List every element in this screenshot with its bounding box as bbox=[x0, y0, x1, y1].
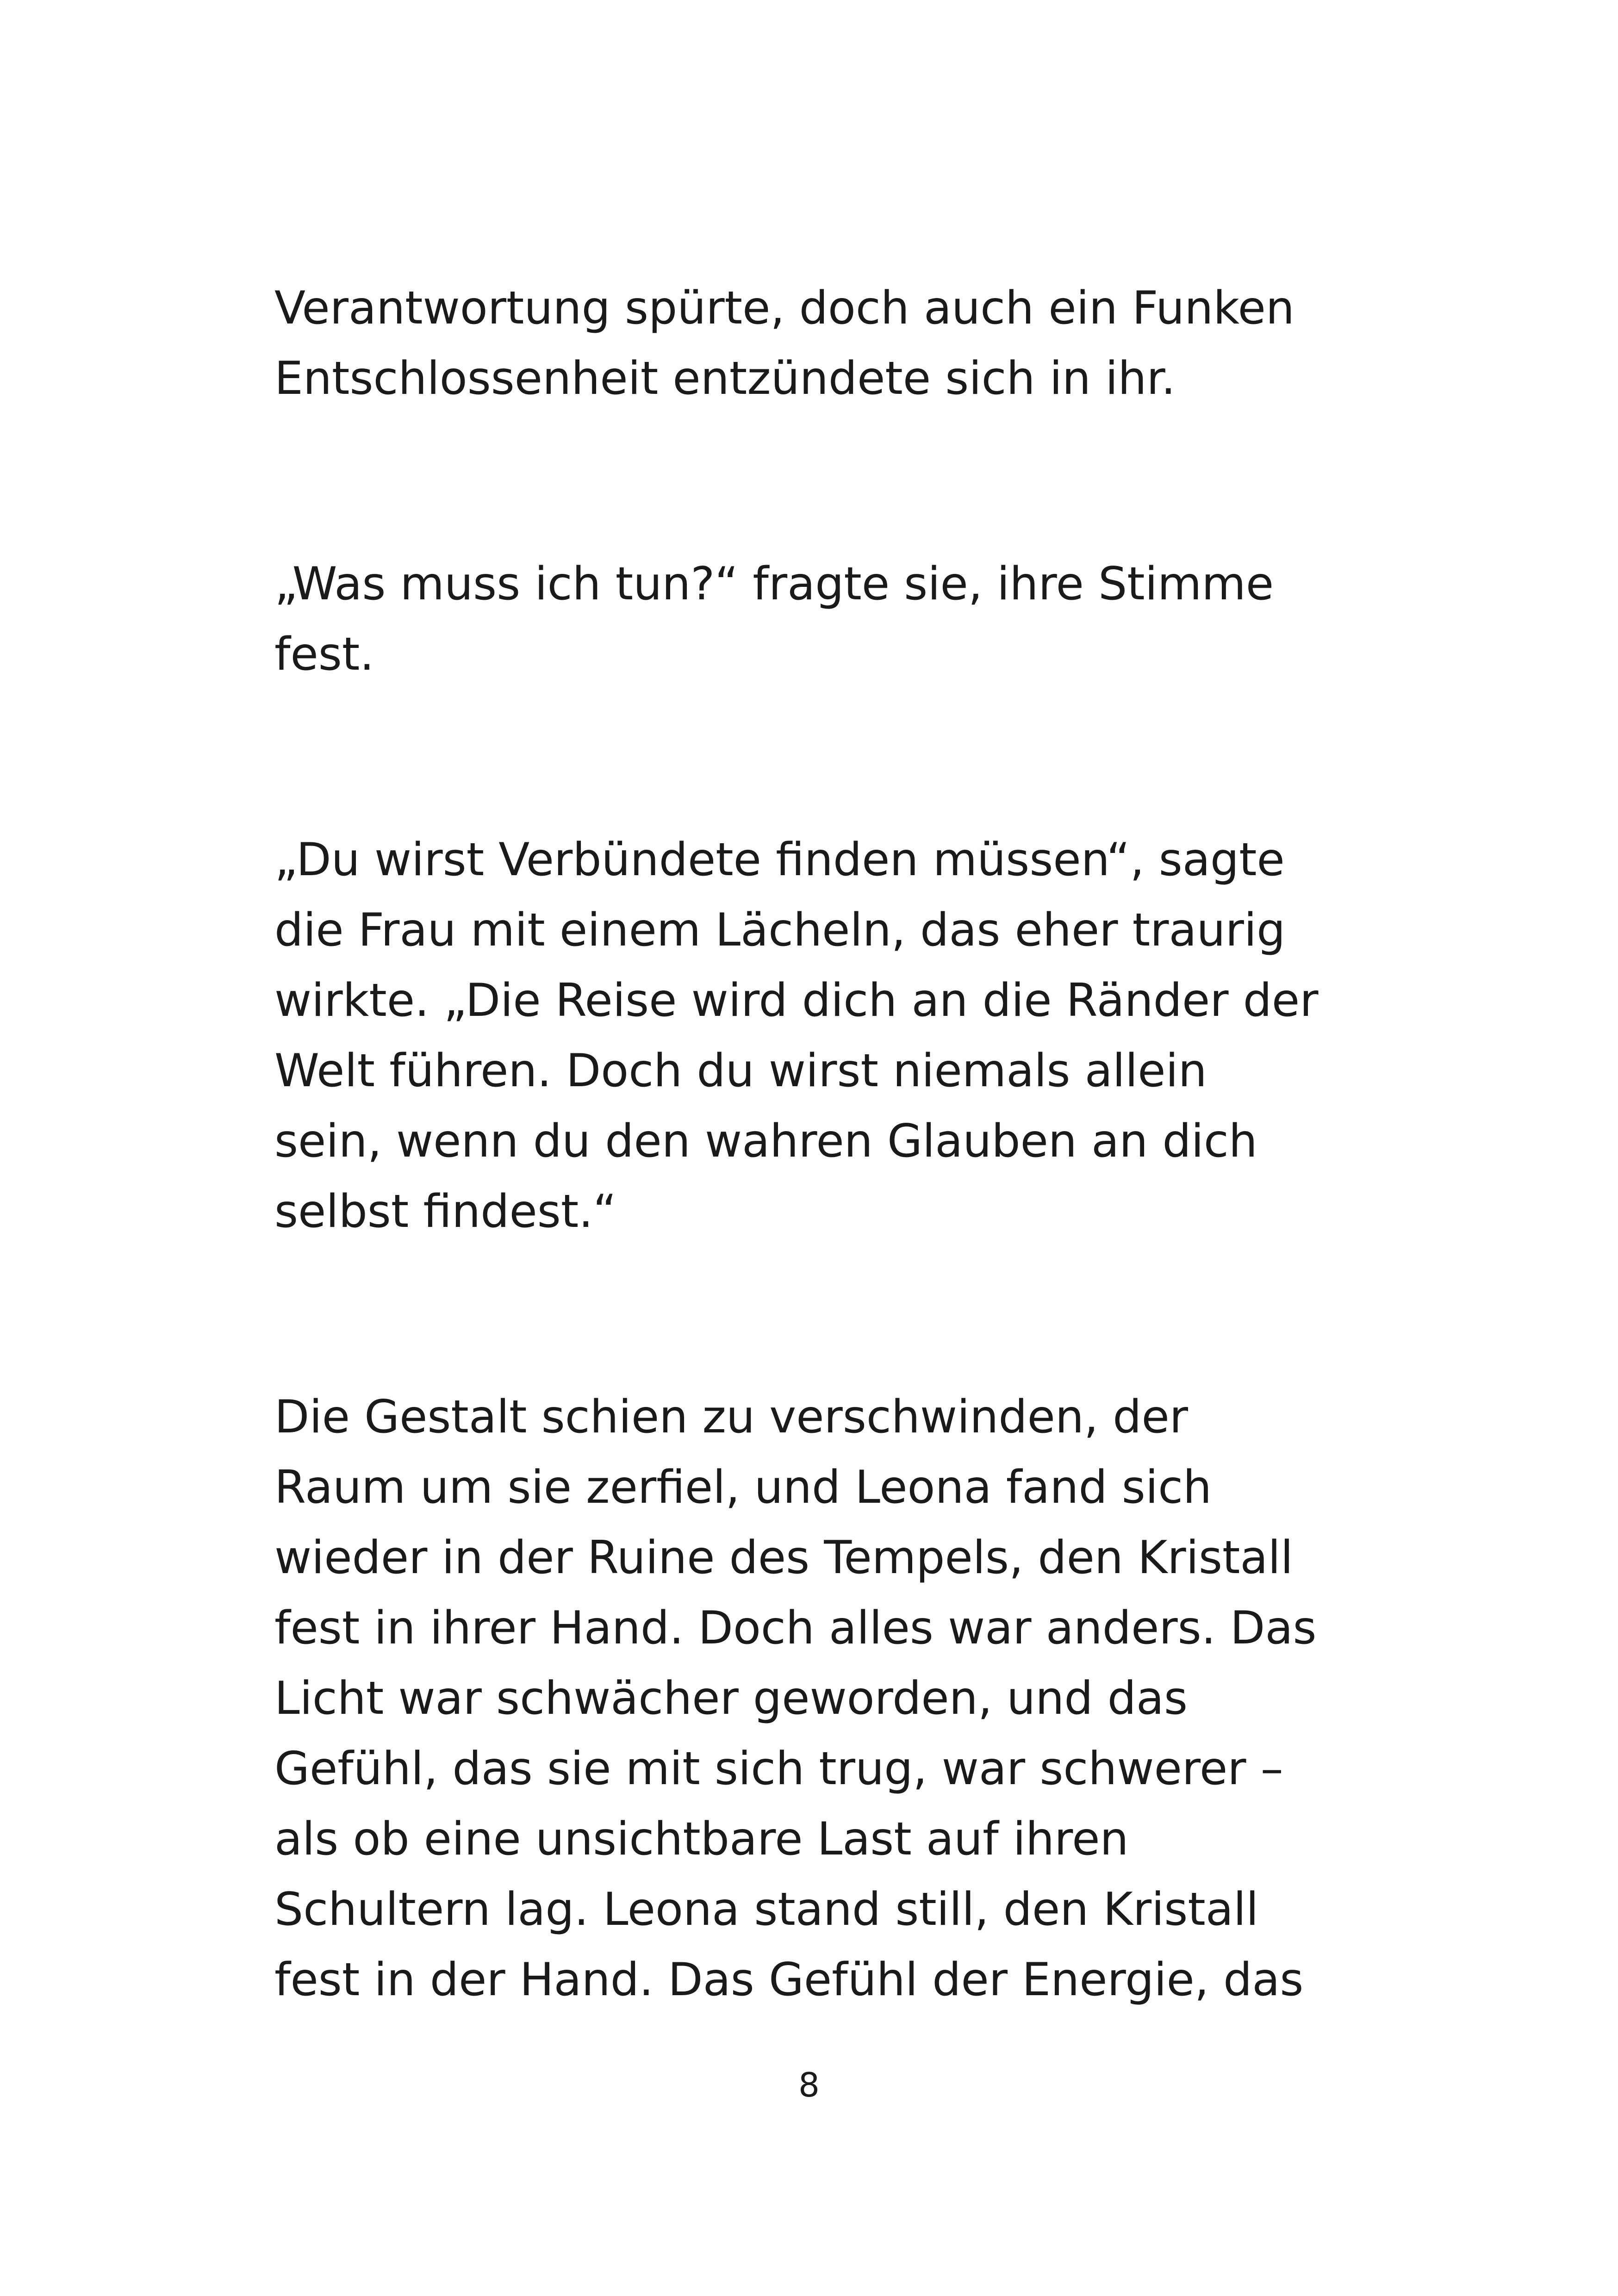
paragraph: „Du wirst Verbündete finden müssen“, sagte die Frau mit einem Lächeln, das eher traurig wirkte. „Die Reise wird dich an die Ränder der Welt führen. Doch du wirst niemals allein sein, wenn du den wahren Glauben an dich selbst findest.“ bbox=[274, 834, 1319, 1238]
paragraph: Verantwortung spürte, doch auch ein Funken Entschlossenheit entzündete sich in ihr. bbox=[274, 282, 1294, 405]
paragraph: „Was muss ich tun?“ fragte sie, ihre Stimme fest. bbox=[274, 558, 1274, 681]
paragraph: Die Gestalt schien zu verschwinden, der Raum um sie zerfiel, und Leona fand sich wieder in der Ruine des Tempels, den Kristall fest in ihrer Hand. Doch alles war anders. Das Licht war schwächer geworden, und das Gefühl, das sie mit sich trug, war schwerer – als ob eine unsichtbare Last auf ihren Schultern lag. Leona stand still, den Kristall fest in der Hand. Das Gefühl der Energie, das bbox=[274, 1391, 1317, 2006]
page-number: 8 bbox=[798, 2066, 820, 2104]
page-body bbox=[274, 273, 1357, 2015]
